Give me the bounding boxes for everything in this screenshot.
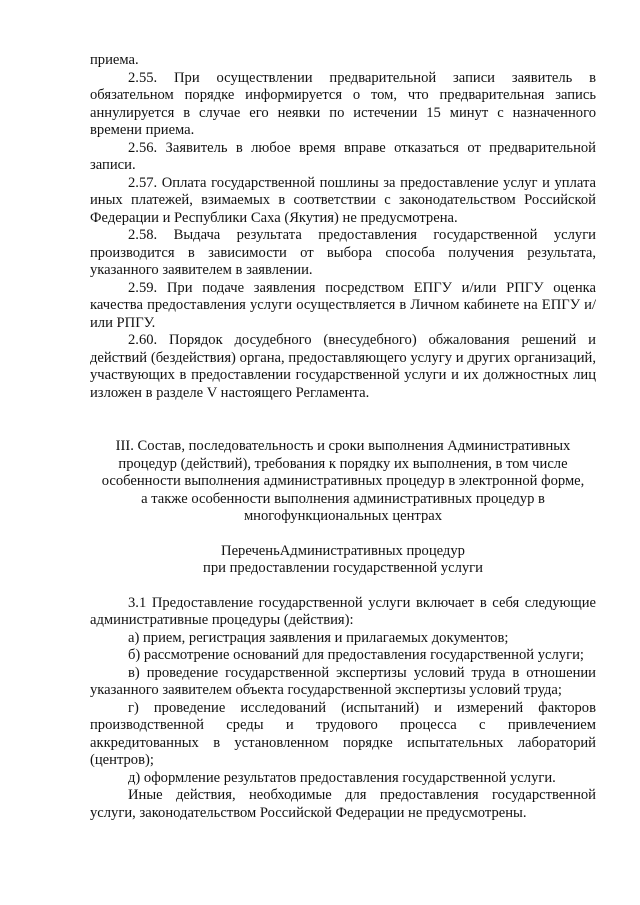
procedure-item: г) проведение исследований (испытаний) и измерений факторов производственной среды и трудового процесса с привлечением аккредитованных в установленном порядке испытательных лабораторий (центров); xyxy=(90,699,596,768)
spacer xyxy=(90,578,596,595)
paragraph-2-57: 2.57. Оплата государственной пошлины за предоставление услуг и уплата иных платежей, взимаемых в соответствии с законодательством Российской Федерации и Республики Саха (Якутия) не предусмотрена. xyxy=(90,174,596,226)
subheading xyxy=(90,543,596,578)
heading-line: особенности выполнения административных процедур в электронной форме, xyxy=(101,473,585,489)
paragraph-2-60: 2.60. Порядок досудебного (внесудебного) обжалования решений и действий (бездействия) органа, предоставляющего услугу и других организаций, участвующих в предоставлении государственной услуги и их должностных лиц изложен в разделе V настоящего Регламента. xyxy=(90,332,596,401)
procedure-item: б) рассмотрение оснований для предоставления государственной услуги; xyxy=(128,647,584,663)
continuation-text: приема. xyxy=(90,52,139,68)
paragraph-2-59: 2.59. При подаче заявления посредством ЕПГУ и/или РПГУ оценка качества предоставления услуги осуществляется в Личном кабинете на ЕПГУ и/или РПГУ. xyxy=(90,279,596,331)
heading-line: процедур (действий), требования к порядку их выполнения, в том числе xyxy=(118,455,568,472)
subheading-line: при предоставлении государственной услуги xyxy=(203,560,483,576)
procedure-item: д) оформление результатов предоставления государственной услуги. xyxy=(128,769,556,786)
spacer xyxy=(90,402,596,438)
closing-paragraph: Иные действия, необходимые для предоставления государственной услуги, законодательством Российской Федерации не предусмотрены. xyxy=(90,787,596,821)
heading-line: а также особенности выполнения административных процедур в xyxy=(141,490,545,507)
paragraph-2-55: 2.55. При осуществлении предварительной записи заявитель в обязательном порядке информируется о том, что предварительная запись аннулируется в случае его неявки по истечении 15 минут с назначенного времени приема. xyxy=(90,69,596,138)
heading-line: многофункциональных центрах xyxy=(243,508,443,524)
procedure-item: а) прием, регистрация заявления и прилагаемых документов; xyxy=(128,629,509,646)
subheading-line: ПереченьАдминистративных процедур xyxy=(221,542,465,559)
procedure-item: в) проведение государственной экспертизы условий труда в отношении указанного заявителем объекта государственной экспертизы условий труда; xyxy=(90,664,596,698)
section-3-heading xyxy=(90,438,596,526)
paragraph-2-56: 2.56. Заявитель в любое время вправе отказаться от предварительной записи. xyxy=(90,139,596,173)
heading-line: III. Состав, последовательность и сроки выполнения Административных xyxy=(115,438,571,454)
document-page xyxy=(90,52,596,822)
spacer xyxy=(90,526,596,543)
paragraph-2-58: 2.58. Выдача результата предоставления государственной услуги производится в зависимости от выбора способа получения результата, указанного заявителем в заявлении. xyxy=(90,227,596,278)
paragraph-3-1: 3.1 Предоставление государственной услуги включает в себя следующие административные процедуры (действия): xyxy=(90,594,596,628)
